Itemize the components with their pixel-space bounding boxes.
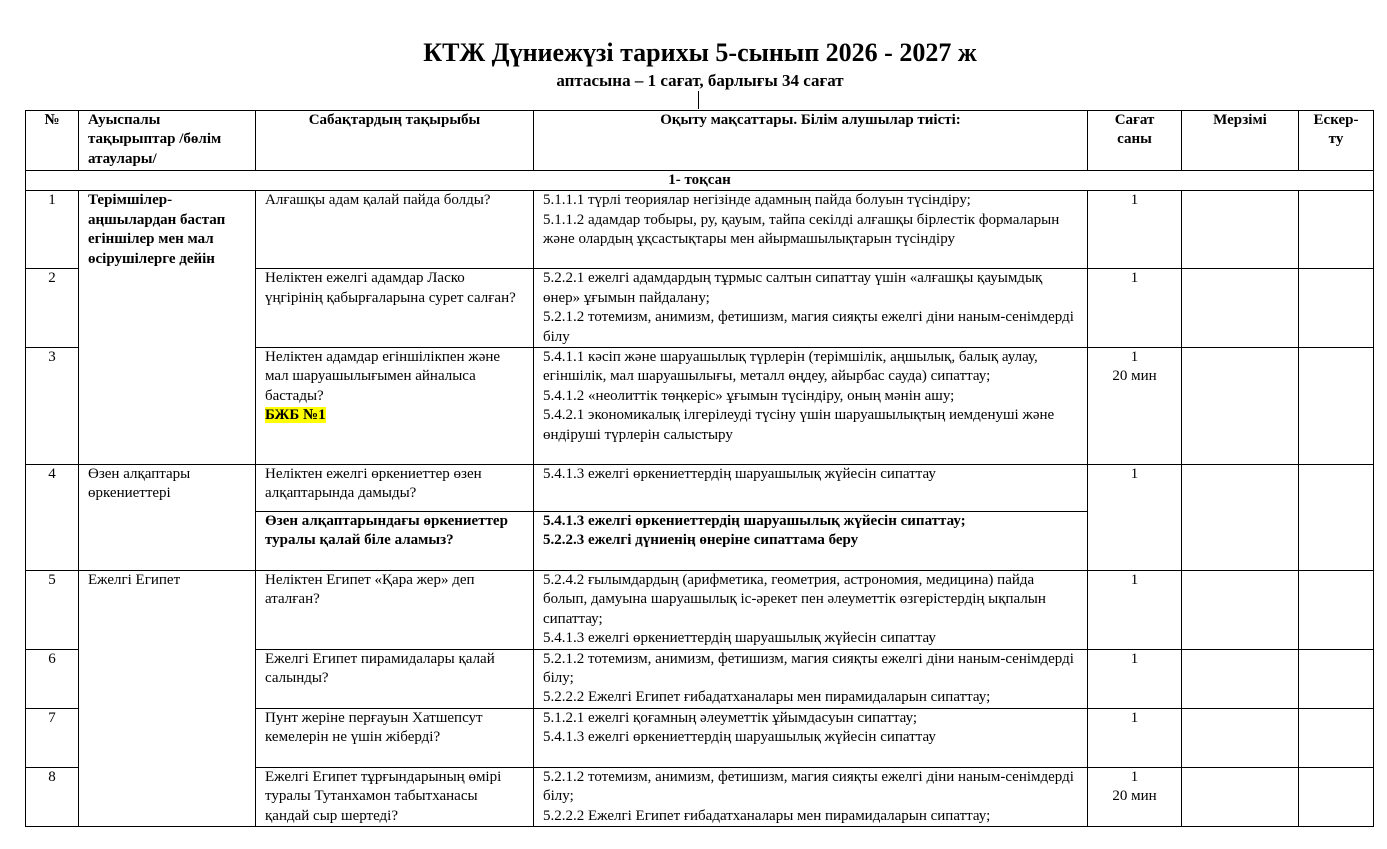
note-cell xyxy=(1299,191,1374,269)
objectives-cell: 5.1.1.1 түрлі теориялар негізінде адамның пайда болуын түсіндіру; 5.1.1.2 адамдар тобыры, ру, қауым, тайпа секілді алғашқы бірлестік формаларын және олардың ұқсастықтары мен айырмашылықтарын түсіндіру xyxy=(534,191,1088,269)
col-header-num: № xyxy=(26,111,79,171)
objectives-cell: 5.2.1.2 тотемизм, анимизм, фетишизм, магия сияқты ежелгі діни наным-сенімдерді білу; 5.2.2.2 Ежелгі Египет ғибадатханалары мен пирамидаларын сипаттау; xyxy=(534,767,1088,826)
col-header-hours: Сағат саны xyxy=(1088,111,1182,171)
row-number: 6 xyxy=(26,649,79,708)
topic-text: Неліктен адамдар егіншілікпен және мал шаруашылығымен айналыса бастады? xyxy=(265,349,501,404)
hours-cell: 1 xyxy=(1088,269,1182,348)
note-cell xyxy=(1299,767,1374,826)
section-cell: Терімшілер-аңшылардан бастап егіншілер мен мал өсірушілерге дейін xyxy=(79,191,256,465)
table-row xyxy=(26,571,1374,650)
table-row xyxy=(26,465,1374,512)
col-header-deadline: Мерзімі xyxy=(1182,111,1299,171)
note-cell xyxy=(1299,269,1374,348)
deadline-cell xyxy=(1182,767,1299,826)
col-header-section: Ауыспалы тақырыптар /бөлім атаулары/ xyxy=(79,111,256,171)
deadline-cell xyxy=(1182,649,1299,708)
objectives-cell: 5.2.2.1 ежелгі адамдардың тұрмыс салтын сипаттау үшін «алғашқы қауымдық өнер» ұғымын пайдалану; 5.2.1.2 тотемизм, анимизм, фетишизм, магия сияқты ежелгі діни наным-сенімдерді білу xyxy=(534,269,1088,348)
row-number: 4 xyxy=(26,465,79,571)
row-number: 2 xyxy=(26,269,79,348)
deadline-cell xyxy=(1182,348,1299,465)
note-cell xyxy=(1299,348,1374,465)
page-title: КТЖ Дүниежүзі тарихы 5-сынып 2026 - 2027 ж xyxy=(423,38,977,67)
objectives-cell: 5.2.1.2 тотемизм, анимизм, фетишизм, магия сияқты ежелгі діни наным-сенімдерді білу; 5.2.2.2 Ежелгі Египет ғибадатханалары мен пирамидаларын сипаттау; xyxy=(534,649,1088,708)
objectives-cell: 5.4.1.3 ежелгі өркениеттердің шаруашылық жүйесін сипаттау; 5.2.2.3 ежелгі дүниенің өнеріне сипаттама беру xyxy=(534,512,1088,571)
note-cell xyxy=(1299,465,1374,571)
topic-cell: Неліктен ежелгі өркениеттер өзен алқаптарында дамыды? xyxy=(256,465,534,512)
hours-cell xyxy=(1088,348,1182,465)
deadline-cell xyxy=(1182,708,1299,767)
row-number: 7 xyxy=(26,708,79,767)
objectives-cell: 5.1.2.1 ежелгі қоғамның әлеуметтік ұйымдасуын сипаттау; 5.4.1.3 ежелгі өркениеттердің шаруашылық жүйесін сипаттау xyxy=(534,708,1088,767)
note-cell xyxy=(1299,571,1374,650)
topic-cell: Алғашқы адам қалай пайда болды? xyxy=(256,191,534,269)
topic-cell xyxy=(256,348,534,465)
topic-cell: Неліктен Египет «Қара жер» деп аталған? xyxy=(256,571,534,650)
hours-value: 1 xyxy=(1130,349,1139,366)
col-header-topic: Сабақтардың тақырыбы xyxy=(256,111,534,171)
hours-cell: 1 xyxy=(1088,191,1182,269)
table-row xyxy=(26,191,1374,269)
col-header-objectives: Оқыту мақсаттары. Білім алушылар тиісті: xyxy=(534,111,1088,171)
hours-cell: 1 xyxy=(1088,708,1182,767)
hours-cell xyxy=(1088,767,1182,826)
quarter-label: 1- тоқсан xyxy=(26,171,1374,191)
hours-extra: 20 мин xyxy=(1112,788,1157,805)
deadline-cell xyxy=(1182,571,1299,650)
note-cell xyxy=(1299,649,1374,708)
topic-cell: Ежелгі Египет тұрғындарының өмірі туралы Тутанхамон табытханасы қандай сыр шертеді? xyxy=(256,767,534,826)
hours-extra: 20 мин xyxy=(1112,368,1157,385)
hours-cell: 1 xyxy=(1088,465,1182,571)
hours-cell: 1 xyxy=(1088,649,1182,708)
note-cell xyxy=(1299,708,1374,767)
row-number: 5 xyxy=(26,571,79,650)
table-header-row xyxy=(26,111,1374,171)
page-subtitle: аптасына – 1 сағат, барлығы 34 сағат xyxy=(556,71,844,90)
objectives-cell: 5.2.4.2 ғылымдардың (арифметика, геометрия, астрономия, медицина) пайда болып, дамуына шаруашылық іс-әрекет пен әлеуметтік өзгерістердің ықпалын сипаттау; 5.4.1.3 ежелгі өркениеттердің шаруашылық жүйесін сипаттау xyxy=(534,571,1088,650)
row-number: 3 xyxy=(26,348,79,465)
deadline-cell xyxy=(1182,465,1299,571)
assessment-badge: БЖБ №1 xyxy=(265,407,326,424)
row-number: 8 xyxy=(26,767,79,826)
section-cell: Өзен алқаптары өркениеттері xyxy=(79,465,256,571)
topic-cell: Неліктен ежелгі адамдар Ласко үңгірінің қабырғаларына сурет салған? xyxy=(256,269,534,348)
quarter-row xyxy=(26,171,1374,191)
hours-cell: 1 xyxy=(1088,571,1182,650)
topic-cell: Ежелгі Египет пирамидалары қалай салынды? xyxy=(256,649,534,708)
objectives-cell: 5.4.1.3 ежелгі өркениеттердің шаруашылық жүйесін сипаттау xyxy=(534,465,1088,512)
topic-cell: Өзен алқаптарындағы өркениеттер туралы қалай біле аламыз? xyxy=(256,512,534,571)
hours-value: 1 xyxy=(1130,768,1139,785)
topic-cell: Пунт жеріне перғауын Хатшепсут кемелерін не үшін жіберді? xyxy=(256,708,534,767)
deadline-cell xyxy=(1182,191,1299,269)
objectives-cell: 5.4.1.1 кәсіп және шаруашылық түрлерін (терімшілік, аңшылық, балық аулау, егіншілік, мал шаруашылығы, металл өңдеу, айырбас сауда) сипаттау; 5.4.1.2 «неолиттік төңкеріс» ұғымын түсіндіру, оның мәнін ашу; 5.4.2.1 экономикалық ілгерілеуді түсіну үшін шаруашылықтың иемденуші және өндіруші түрлерін салыстыру xyxy=(534,348,1088,465)
text-cursor xyxy=(698,91,699,109)
col-header-note: Ескер-ту xyxy=(1299,111,1374,171)
schedule-table xyxy=(25,110,1374,827)
row-number: 1 xyxy=(26,191,79,269)
section-cell: Ежелгі Египет xyxy=(79,571,256,827)
deadline-cell xyxy=(1182,269,1299,348)
